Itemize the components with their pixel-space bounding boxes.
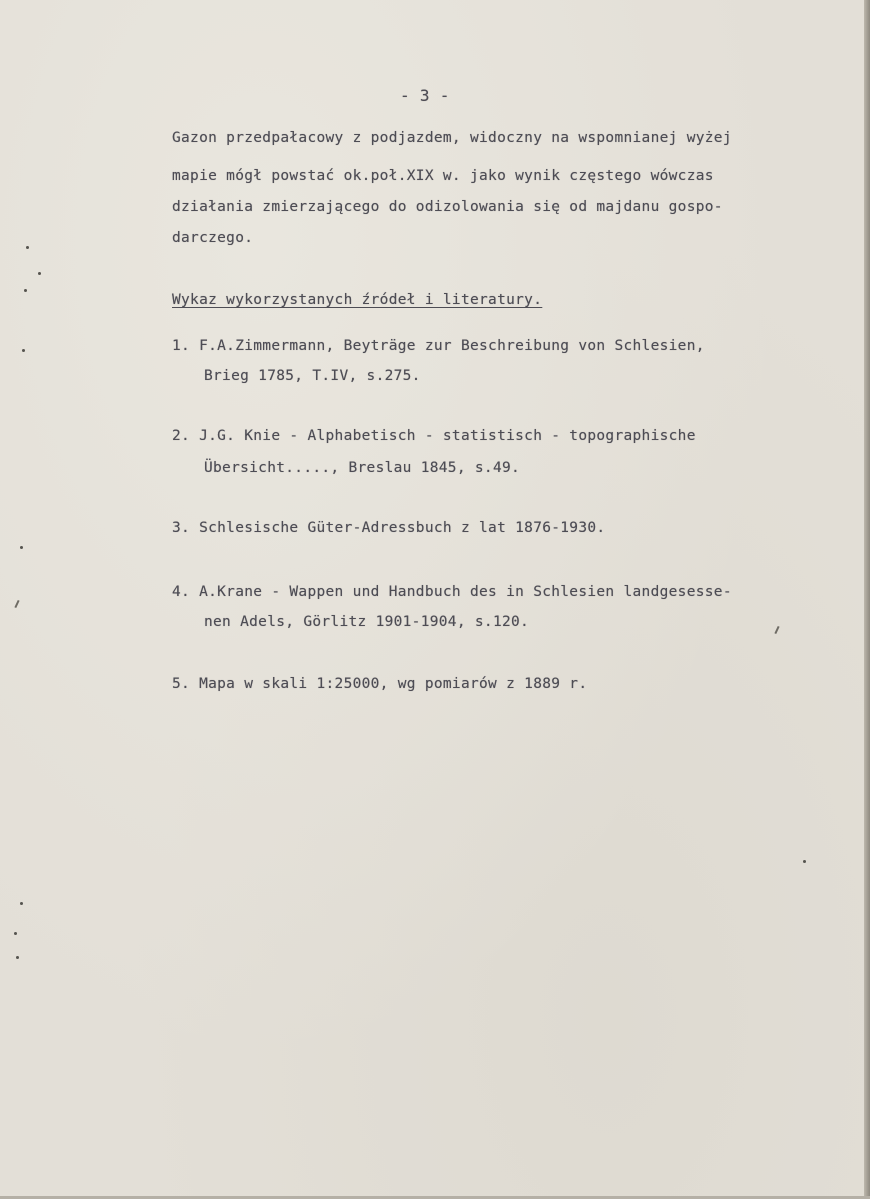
paper-speck (38, 272, 41, 275)
paragraph-line: mapie mógł powstać ok.poł.XIX w. jako wynik częstego wówczas (172, 168, 714, 184)
paper-speck (26, 246, 29, 249)
reference-line: 5. Mapa w skali 1:25000, wg pomiarów z 1889 r. (172, 676, 588, 692)
paragraph-line: działania zmierzającego do odizolowania się od majdanu gospo- (172, 199, 723, 215)
paper-speck (16, 956, 19, 959)
paper-speck (22, 349, 25, 352)
paper-speck (24, 289, 27, 292)
page-edge-shadow (864, 0, 870, 1199)
paper-speck (20, 546, 23, 549)
reference-line: Übersicht....., Breslau 1845, s.49. (204, 460, 521, 476)
paper-speck (14, 932, 17, 935)
paragraph-line: Gazon przedpałacowy z podjazdem, widoczny na wspomnianej wyżej (172, 130, 732, 146)
bibliography-heading: Wykaz wykorzystanych źródeł i literatury. (172, 292, 543, 308)
paper-speck (803, 860, 806, 863)
reference-line: 2. J.G. Knie - Alphabetisch - statistisch - topographische (172, 428, 696, 444)
reference-line: 3. Schlesische Güter-Adressbuch z lat 1876-1930. (172, 520, 606, 536)
page-number: - 3 - (400, 86, 450, 105)
paper-speck (20, 902, 23, 905)
reference-line: nen Adels, Görlitz 1901-1904, s.120. (204, 614, 530, 630)
paper-mark (774, 626, 779, 634)
reference-line: Brieg 1785, T.IV, s.275. (204, 368, 421, 384)
paragraph-line: darczego. (172, 230, 254, 246)
paper-mark (14, 600, 19, 608)
reference-line: 1. F.A.Zimmermann, Beyträge zur Beschreibung von Schlesien, (172, 338, 705, 354)
reference-line: 4. A.Krane - Wappen und Handbuch des in Schlesien landgesesse- (172, 584, 732, 600)
